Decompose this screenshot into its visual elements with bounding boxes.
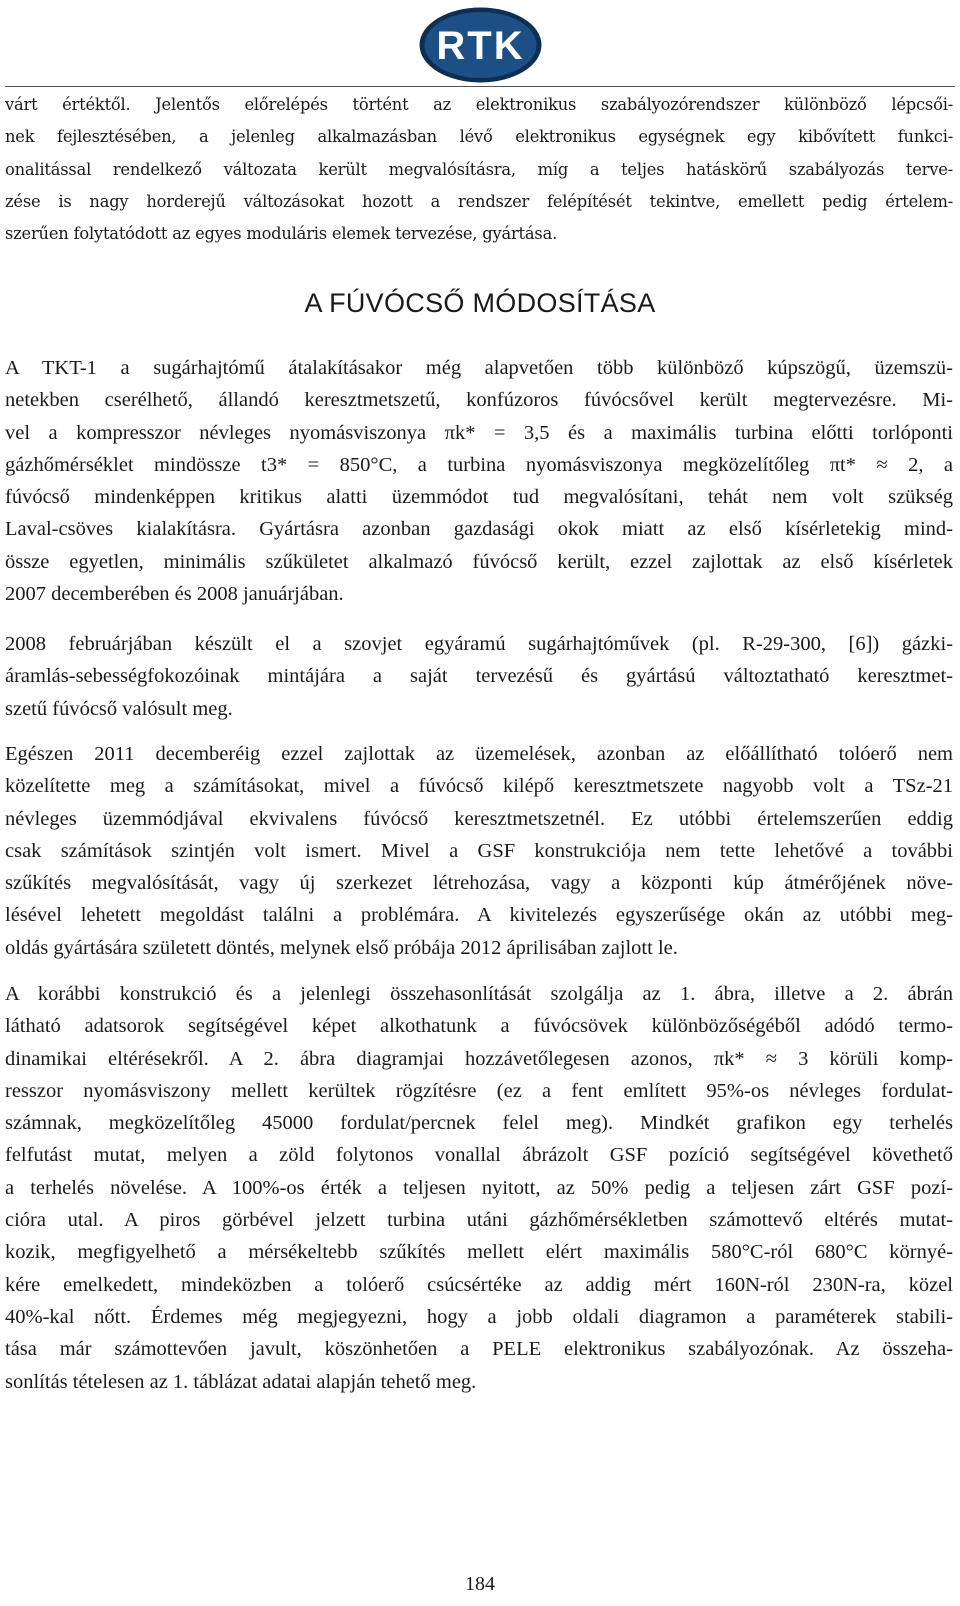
text-line: a terhelés növelése. A 100%-os érték a teljesen nyitott, az 50% pedig a teljesen zárt GSF pozí-: [5, 1176, 953, 1199]
text-line: 2008 februárjában készült el a szovjet egyáramú sugárhajtóművek (pl. R-29-300, [6]) gázki-: [5, 633, 953, 655]
text-line: látható adatsorok segítségével képet alkothatunk a fúvócsövek különbözőségéből adódó termo-: [5, 1015, 953, 1038]
logo-text: RTK: [436, 24, 525, 68]
text-line: kére emelkedett, mindeközben a tolóerő csúcsértéke az addig mért 160N-ról 230N-ra, közel: [5, 1273, 953, 1296]
text-line: sonlítás tételesen az 1. táblázat adatai alapján tehető meg.: [5, 1370, 477, 1393]
section-heading: A FÚVÓCSŐ MÓDOSÍTÁSA: [304, 288, 656, 318]
text-line: dinamikai eltérésekről. A 2. ábra diagramjai hozzávetőlegesen azonos, πk* ≈ 3 körüli komp-: [5, 1047, 953, 1070]
text-line: 2007 decemberében és 2008 januárjában.: [5, 583, 344, 606]
paragraph-1: [5, 352, 953, 610]
text-line: szetű fúvócső valósult meg.: [5, 697, 233, 720]
text-line: össze egyetlen, minimális szűkületet alkalmazó fúvócső került, ezzel zajlottak az első kísérletek: [5, 550, 953, 573]
text-line: fúvócső mindenképpen kritikus alatti üzemmódot tud megvalósítani, tehát nem volt szükség: [5, 486, 953, 509]
text-line: A TKT-1 a sugárhajtómű átalakításakor még alapvetően több különböző kúpszögű, üzemszü-: [5, 357, 953, 379]
text-line: Egészen 2011 decemberéig ezzel zajlottak az üzemelések, azonban az előállítható tolóerő nem: [5, 743, 953, 765]
paragraph-4: [5, 978, 953, 1398]
text-line: felfutást mutat, melyen a zöld folytonos vonallal ábrázolt GSF pozíció segítségével követhető: [5, 1144, 953, 1167]
text-line: szerűen folytatódott az egyes moduláris elemek tervezése, gyártása.: [5, 224, 558, 244]
text-line: csak számítások szintjén volt ismert. Mivel a GSF konstrukciója nem tette lehetővé a további: [5, 839, 953, 862]
text-line: A korábbi konstrukció és a jelenlegi összehasonlítását szolgálja az 1. ábra, illetve a 2. ábrán: [5, 983, 953, 1005]
text-line: resszor nyomásviszony mellett kerültek rögzítésre (ez a fent említett 95%-os névleges fordulat-: [5, 1079, 953, 1102]
text-line: szűkítés megvalósítását, vagy új szerkezet létrehozása, vagy a központi kúp átmérőjének növe-: [5, 872, 953, 895]
text-line: vel a kompresszor névleges nyomásviszonya πk* = 3,5 és a maximális turbina előtti torlóponti: [5, 421, 953, 444]
text-line: oldás gyártására született döntés, melynek első próbája 2012 áprilisában zajlott le.: [5, 936, 678, 959]
text-line: tása már számottevően javult, köszönhetően a PELE elektronikus szabályozónak. Az összeha-: [5, 1338, 953, 1361]
page-number: 184: [465, 1573, 495, 1595]
text-line: gázhőmérséklet mindössze t3* = 850°C, a turbina nyomásviszonya megközelítőleg πt* ≈ 2, a: [5, 453, 953, 476]
text-line: kozik, megfigyelhető a mérsékeltebb szűkítés mellett elért maximális 580°C-ról 680°C környé-: [5, 1241, 953, 1264]
header-rule: [5, 86, 955, 87]
text-line: névleges üzemmódjával ekvivalens fúvócső keresztmetszetnél. Ez utóbbi értelemszerűen eddig: [5, 807, 953, 830]
paragraph-2: [5, 628, 953, 725]
text-line: 40%-kal nőtt. Érdemes még megjegyezni, hogy a jobb oldali diagramon a paraméterek stabili-: [5, 1305, 953, 1328]
text-line: onalitással rendelkező változata került megvalósításra, míg a teljes hatáskörű szabályozás terve-: [5, 159, 953, 179]
text-line: számnak, megközelítőleg 45000 fordulat/percnek felel meg). Mindkét grafikon egy terhelés: [5, 1112, 953, 1135]
text-line: zése is nagy horderejű változásokat hozott a rendszer felépítését tekintve, emellett pedig értelem-: [5, 191, 953, 211]
text-line: netekben cserélhető, állandó keresztmetszetű, konfúzoros fúvócsővel került megtervezésre. Mi-: [5, 389, 953, 412]
paragraph-3: [5, 738, 953, 964]
text-line: várt értéktől. Jelentős előrelépés történt az elektronikus szabályozórendszer különböző lépcsői-: [5, 95, 953, 114]
text-line: lésével lehetett megoldást találni a problémára. A kivitelezés egyszerűsége okán az utóbbi meg-: [5, 904, 953, 927]
intro-paragraph: [5, 89, 953, 250]
rtk-logo: [418, 6, 543, 84]
text-line: közelítette meg a számításokat, mivel a fúvócső kilépő keresztmetszete nagyobb volt a TSz-21: [5, 775, 953, 798]
text-line: Laval-csöves kialakításra. Gyártásra azonban gazdasági okok miatt az első kísérletekig mind-: [5, 518, 953, 541]
text-line: cióra utal. A piros görbével jelzett turbina utáni gázhőmérsékletben számottevő eltérés mutat-: [5, 1209, 953, 1232]
text-line: áramlás-sebességfokozóinak mintájára a saját tervezésű és gyártású változtatható keresztmet-: [5, 665, 953, 688]
text-line: nek fejlesztésében, a jelenleg alkalmazásban lévő elektronikus egységnek egy kibővített funkci-: [5, 127, 953, 147]
